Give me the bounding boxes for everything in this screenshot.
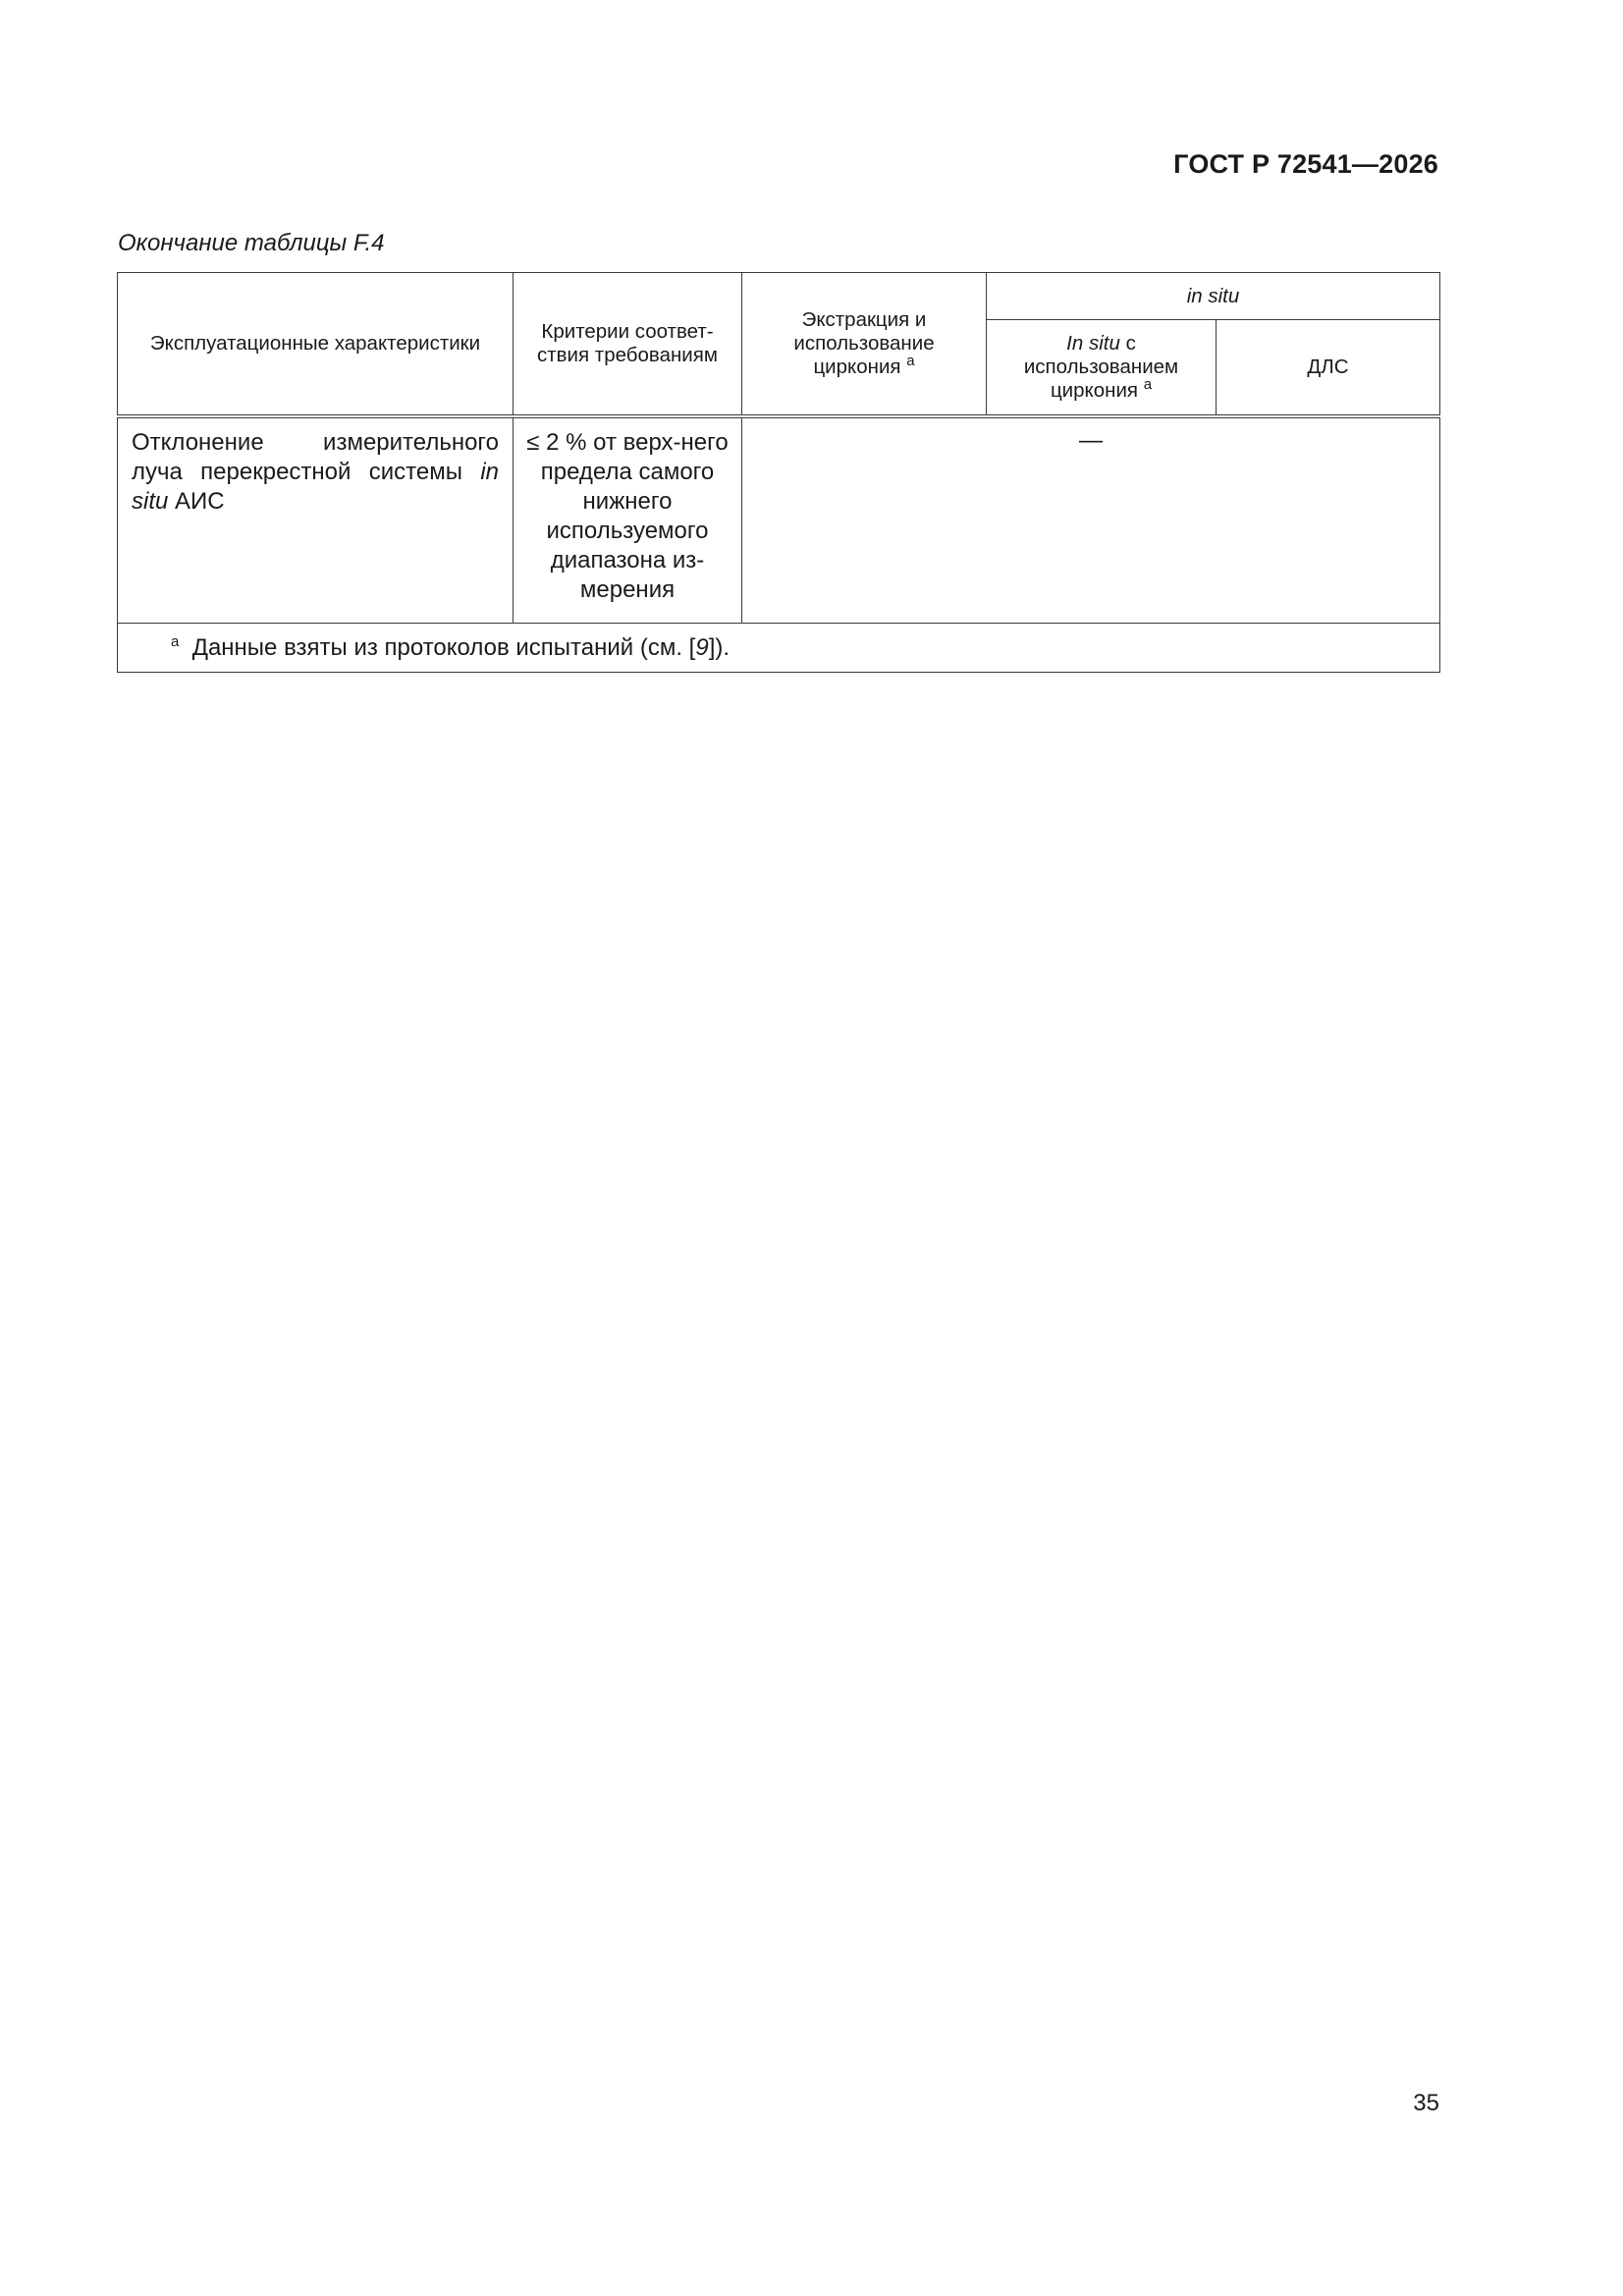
footnote-ref: 9 (695, 633, 709, 661)
header-criteria: Критерии соответ-ствия требованиям (514, 273, 742, 417)
cell-criteria: ≤ 2 % от верх-него предела самого нижнего используемого диапазона из-мерения (514, 416, 742, 624)
performance-table (117, 272, 1439, 673)
table-caption: Окончание таблицы F.4 (118, 230, 385, 256)
footnote-text-before: Данные взяты из протоколов испытаний (см. [ (191, 633, 696, 661)
header-characteristics: Эксплуатационные характеристики (118, 273, 514, 417)
header-in-situ-zirconium (987, 320, 1217, 417)
footnote-mark: а (171, 632, 180, 650)
table-footnote (118, 624, 1440, 673)
footnote-mark: а (1143, 376, 1153, 394)
page-number: 35 (1413, 2090, 1439, 2116)
header-extraction (742, 273, 987, 417)
header-dls: ДЛС (1217, 320, 1440, 417)
header-extraction-label: Экстракция и использование циркония (793, 308, 935, 378)
footnote-mark: а (906, 353, 915, 370)
cell-value: — (742, 416, 1440, 624)
header-in-situ-italic: In situ (1066, 332, 1120, 355)
table-row (118, 416, 1440, 624)
header-in-situ-rest: с использованием циркония (1023, 332, 1179, 402)
cell-characteristic: Отклонение измерительного луча перекрестной системы in situ АИС (118, 416, 514, 624)
document-standard-code: ГОСТ Р 72541—2026 (1173, 149, 1438, 179)
footnote-text-after: ]). (708, 633, 730, 661)
header-in-situ-group: in situ (987, 273, 1440, 320)
